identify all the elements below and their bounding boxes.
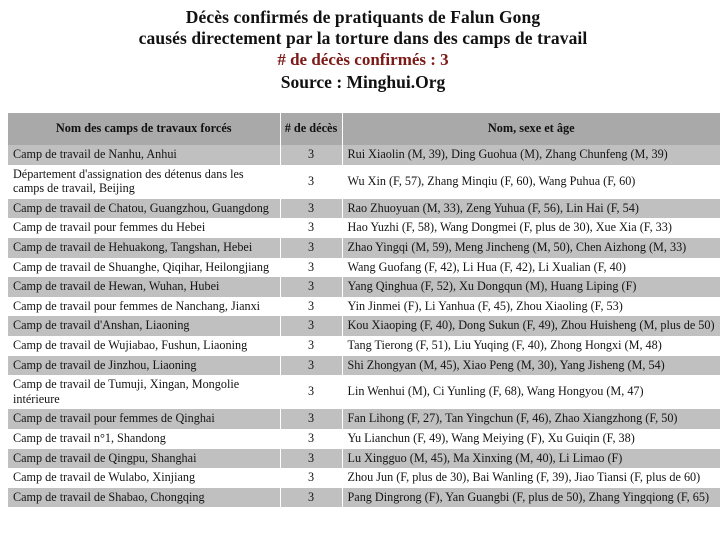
cell-camp-name: Camp de travail d'Anshan, Liaoning bbox=[8, 316, 280, 336]
cell-victim-names: Lin Wenhui (M), Ci Yunling (F, 68), Wang Hongyou (M, 47) bbox=[342, 375, 720, 409]
cell-victim-names: Pang Dingrong (F), Yan Guangbi (F, plus de 50), Zhang Yingqiong (F, 65) bbox=[342, 488, 720, 508]
cell-death-count: 3 bbox=[280, 297, 342, 317]
cell-camp-name: Camp de travail de Shuanghe, Qiqihar, Heilongjiang bbox=[8, 258, 280, 278]
table-row bbox=[8, 375, 720, 409]
table-row bbox=[8, 336, 720, 356]
cell-death-count: 3 bbox=[280, 145, 342, 165]
cell-camp-name: Camp de travail de Qingpu, Shanghai bbox=[8, 449, 280, 469]
cell-victim-names: Wu Xin (F, 57), Zhang Minqiu (F, 60), Wang Puhua (F, 60) bbox=[342, 165, 720, 199]
table-row bbox=[8, 488, 720, 508]
cell-death-count: 3 bbox=[280, 277, 342, 297]
column-header-names: Nom, sexe et âge bbox=[342, 113, 720, 145]
cell-camp-name: Camp de travail n°1, Shandong bbox=[8, 429, 280, 449]
table-row bbox=[8, 199, 720, 219]
source-line: Source : Minghui.Org bbox=[280, 72, 446, 92]
cell-victim-names: Lu Xingguo (M, 45), Ma Xinxing (M, 40), Li Limao (F) bbox=[342, 449, 720, 469]
cell-camp-name: Camp de travail de Hewan, Wuhan, Hubei bbox=[8, 277, 280, 297]
cell-victim-names: Yu Lianchun (F, 49), Wang Meiying (F), Xu Guiqin (F, 38) bbox=[342, 429, 720, 449]
cell-death-count: 3 bbox=[280, 218, 342, 238]
cell-victim-names: Kou Xiaoping (F, 40), Dong Sukun (F, 49), Zhou Huisheng (M, plus de 50) bbox=[342, 316, 720, 336]
cell-death-count: 3 bbox=[280, 375, 342, 409]
cell-camp-name: Camp de travail de Chatou, Guangzhou, Guangdong bbox=[8, 199, 280, 219]
column-header-camp: Nom des camps de travaux forcés bbox=[8, 113, 280, 145]
table-row bbox=[8, 409, 720, 429]
table-row bbox=[8, 258, 720, 278]
table-row bbox=[8, 145, 720, 165]
deaths-table-wrapper bbox=[8, 113, 720, 507]
cell-death-count: 3 bbox=[280, 488, 342, 508]
cell-death-count: 3 bbox=[280, 449, 342, 469]
cell-victim-names: Yang Qinghua (F, 52), Xu Dongqun (M), Huang Liping (F) bbox=[342, 277, 720, 297]
confirmed-deaths-count: # de décès confirmés : 3 bbox=[277, 50, 449, 69]
cell-death-count: 3 bbox=[280, 238, 342, 258]
cell-victim-names: Shi Zhongyan (M, 45), Xiao Peng (M, 30), Yang Jisheng (M, 54) bbox=[342, 356, 720, 376]
cell-victim-names: Rao Zhuoyuan (M, 33), Zeng Yuhua (F, 56), Lin Hai (F, 54) bbox=[342, 199, 720, 219]
cell-death-count: 3 bbox=[280, 409, 342, 429]
cell-victim-names: Rui Xiaolin (M, 39), Ding Guohua (M), Zhang Chunfeng (M, 39) bbox=[342, 145, 720, 165]
cell-camp-name: Camp de travail pour femmes du Hebei bbox=[8, 218, 280, 238]
cell-camp-name: Département d'assignation des détenus dans les camps de travail, Beijing bbox=[8, 165, 280, 199]
cell-death-count: 3 bbox=[280, 316, 342, 336]
table-row bbox=[8, 238, 720, 258]
cell-death-count: 3 bbox=[280, 336, 342, 356]
page-title-line-2: causés directement par la torture dans des camps de travail bbox=[138, 28, 588, 48]
cell-camp-name: Camp de travail de Nanhu, Anhui bbox=[8, 145, 280, 165]
cell-victim-names: Zhou Jun (F, plus de 30), Bai Wanling (F, 39), Jiao Tiansi (F, plus de 60) bbox=[342, 468, 720, 488]
cell-camp-name: Camp de travail de Wujiabao, Fushun, Liaoning bbox=[8, 336, 280, 356]
table-row bbox=[8, 218, 720, 238]
cell-camp-name: Camp de travail pour femmes de Nanchang, Jianxi bbox=[8, 297, 280, 317]
cell-victim-names: Fan Lihong (F, 27), Tan Yingchun (F, 46), Zhao Xiangzhong (F, 50) bbox=[342, 409, 720, 429]
title-block bbox=[0, 0, 726, 94]
column-header-count: # de décès bbox=[280, 113, 342, 145]
cell-victim-names: Wang Guofang (F, 42), Li Hua (F, 42), Li Xualian (F, 40) bbox=[342, 258, 720, 278]
table-header-row bbox=[8, 113, 720, 145]
table-row bbox=[8, 316, 720, 336]
table-row bbox=[8, 468, 720, 488]
cell-death-count: 3 bbox=[280, 258, 342, 278]
table-row bbox=[8, 356, 720, 376]
table-row bbox=[8, 449, 720, 469]
cell-camp-name: Camp de travail de Hehuakong, Tangshan, Hebei bbox=[8, 238, 280, 258]
cell-victim-names: Hao Yuzhi (F, 58), Wang Dongmei (F, plus de 30), Xue Xia (F, 33) bbox=[342, 218, 720, 238]
table-row bbox=[8, 165, 720, 199]
cell-camp-name: Camp de travail de Shabao, Chongqing bbox=[8, 488, 280, 508]
table-header bbox=[8, 113, 720, 145]
cell-death-count: 3 bbox=[280, 165, 342, 199]
cell-death-count: 3 bbox=[280, 429, 342, 449]
cell-death-count: 3 bbox=[280, 468, 342, 488]
cell-camp-name: Camp de travail de Tumuji, Xingan, Mongolie intérieure bbox=[8, 375, 280, 409]
cell-victim-names: Tang Tierong (F, 51), Liu Yuqing (F, 40), Zhong Hongxi (M, 48) bbox=[342, 336, 720, 356]
table-body bbox=[8, 145, 720, 507]
cell-death-count: 3 bbox=[280, 356, 342, 376]
page-title-line-1: Décès confirmés de pratiquants de Falun Gong bbox=[185, 7, 541, 27]
table-row bbox=[8, 297, 720, 317]
cell-victim-names: Zhao Yingqi (M, 59), Meng Jincheng (M, 50), Chen Aizhong (M, 33) bbox=[342, 238, 720, 258]
cell-death-count: 3 bbox=[280, 199, 342, 219]
table-row bbox=[8, 277, 720, 297]
deaths-table bbox=[8, 113, 720, 507]
table-row bbox=[8, 429, 720, 449]
cell-camp-name: Camp de travail de Wulabo, Xinjiang bbox=[8, 468, 280, 488]
cell-camp-name: Camp de travail pour femmes de Qinghai bbox=[8, 409, 280, 429]
cell-victim-names: Yin Jinmei (F), Li Yanhua (F, 45), Zhou Xiaoling (F, 53) bbox=[342, 297, 720, 317]
cell-camp-name: Camp de travail de Jinzhou, Liaoning bbox=[8, 356, 280, 376]
